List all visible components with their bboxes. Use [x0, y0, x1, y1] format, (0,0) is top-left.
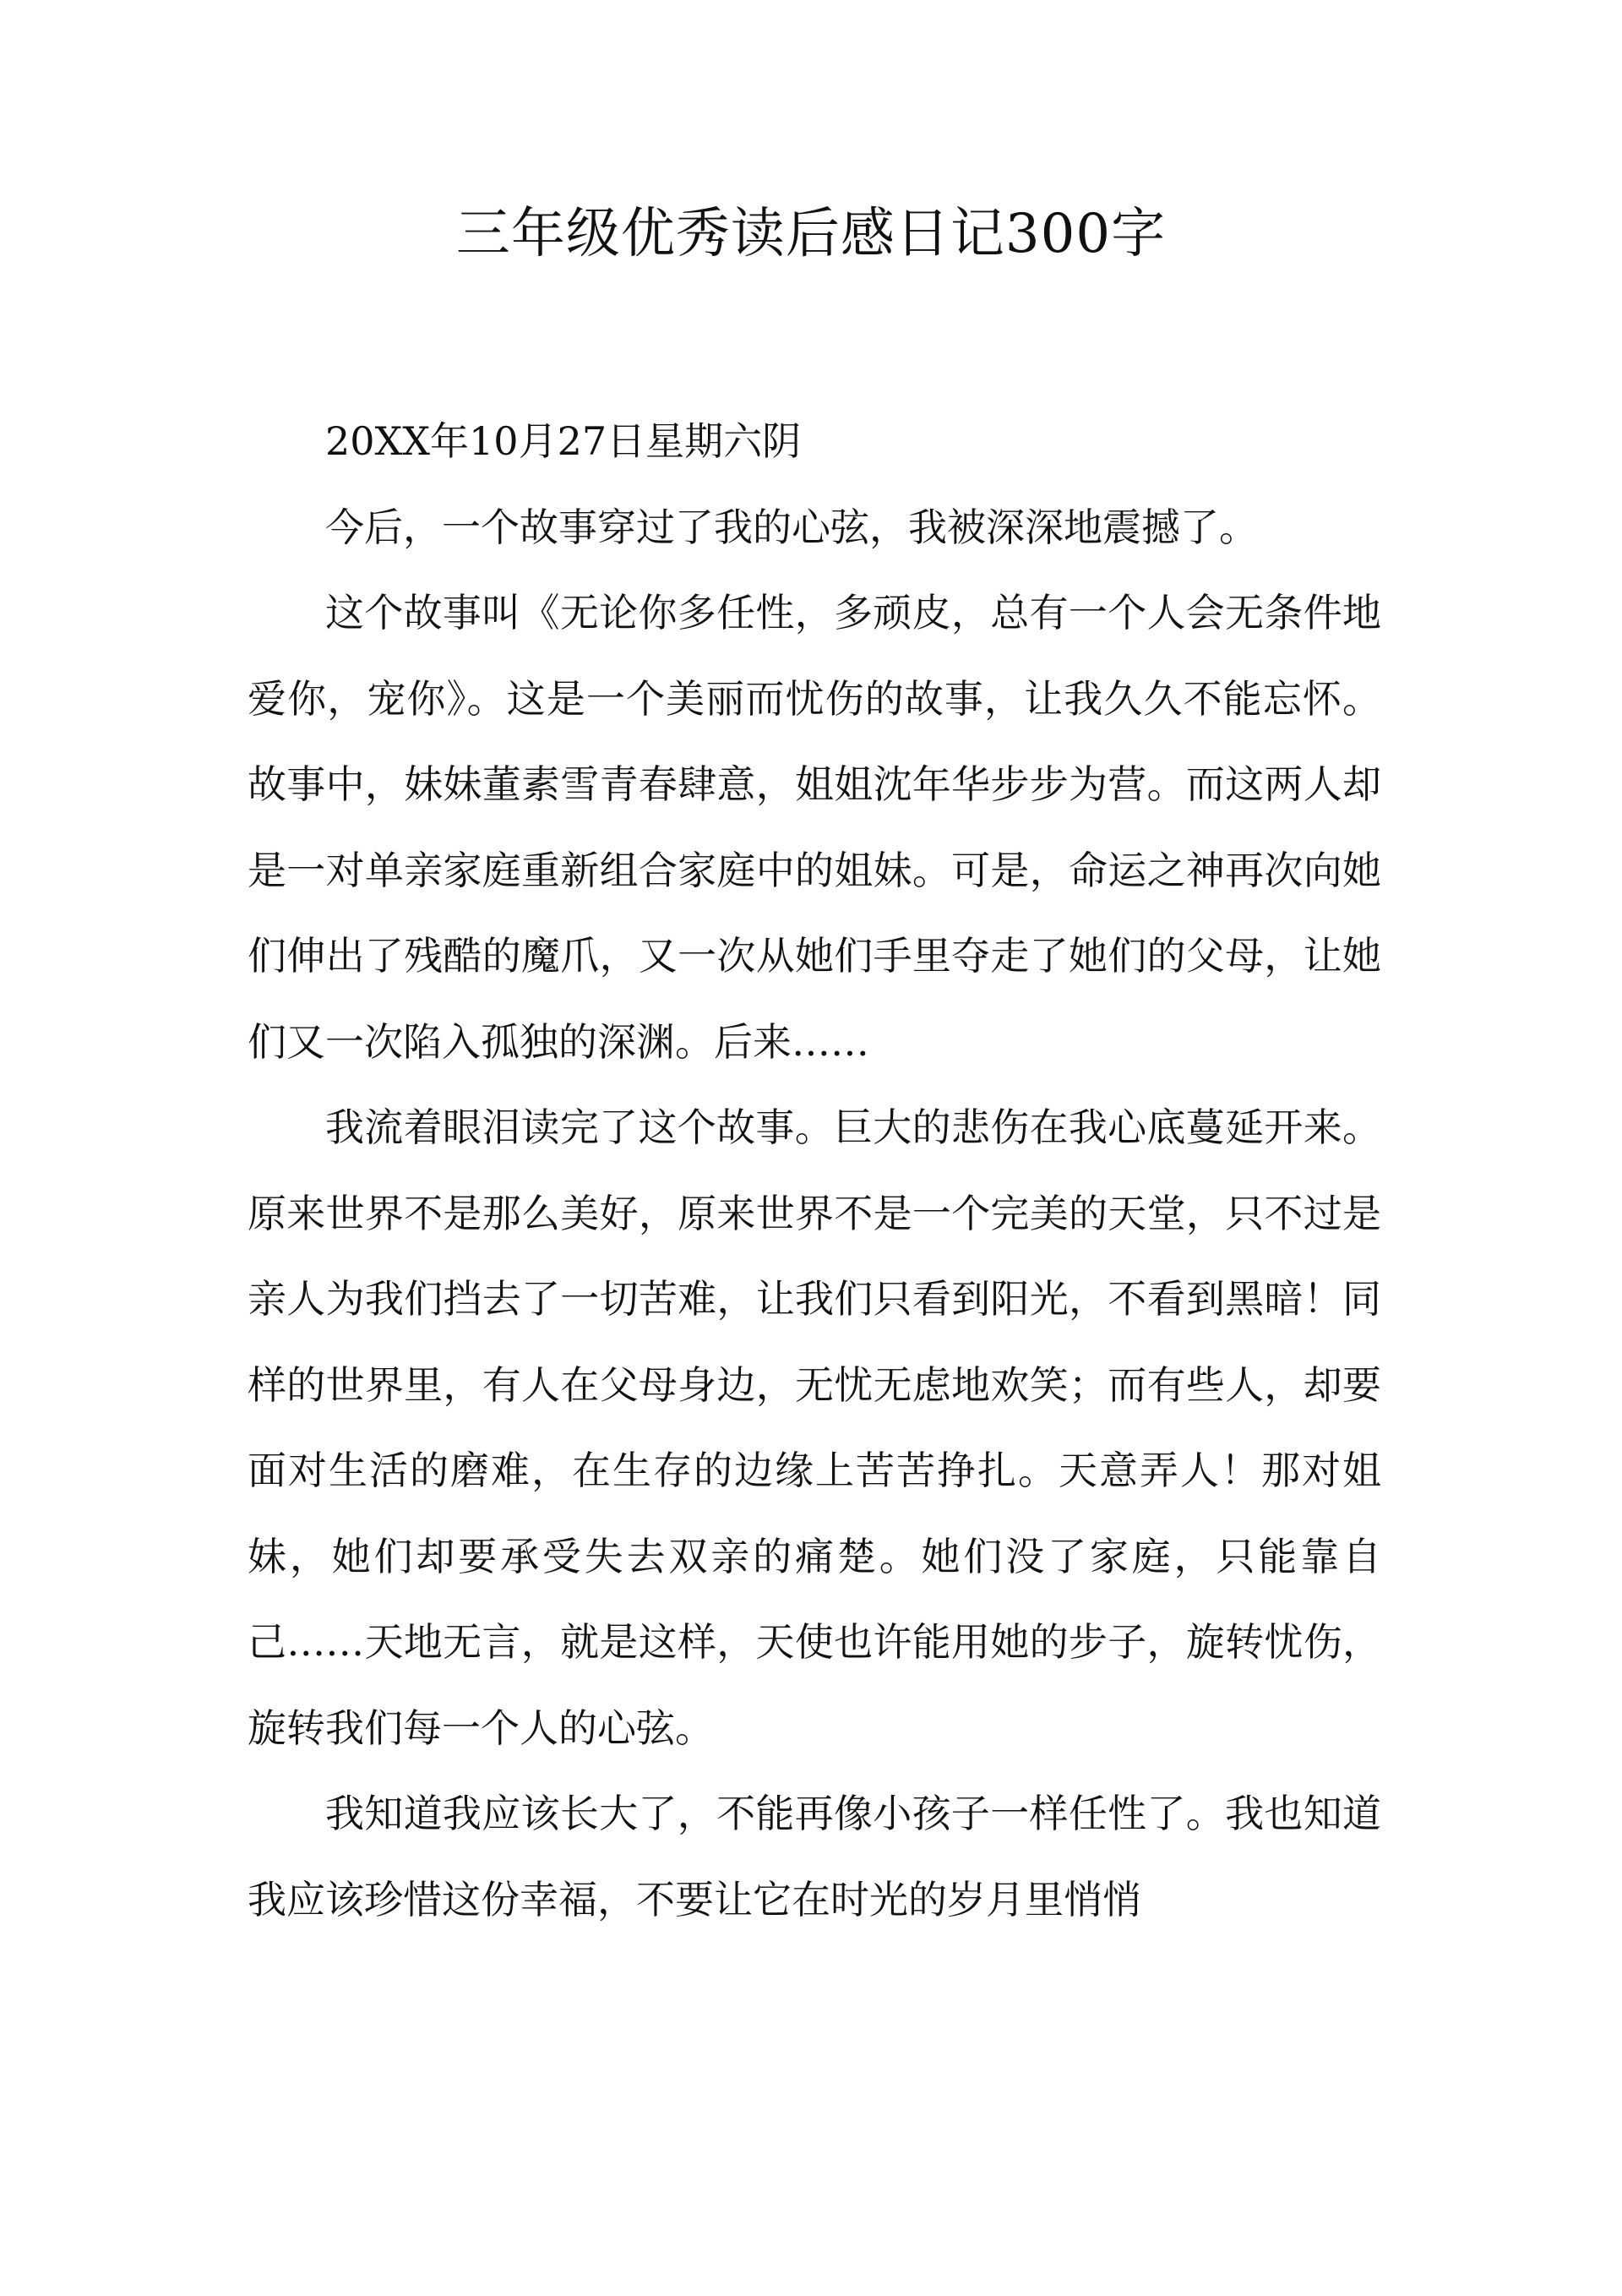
- document-title: 三年级优秀读后感日记300字: [455, 203, 1167, 265]
- paragraph: 我知道我应该长大了，不能再像小孩子一样任性了。我也知道我应该珍惜这份幸福，不要让它在时光的岁月里悄悄: [248, 1791, 1381, 1922]
- paragraph: 我流着眼泪读完了这个故事。巨大的悲伤在我心底蔓延开来。原来世界不是那么美好，原来世界不是一个完美的天堂，只不过是亲人为我们挡去了一切苦难，让我们只看到阳光，不看到黑暗！同样的世界里，有人在父母身边，无忧无虑地欢笑；而有些人，却要面对生活的磨难，在生存的边缘上苦苦挣扎。天意弄人！那对姐妹，她们却要承受失去双亲的痛楚。她们没了家庭，只能靠自己……天地无言，就是这样，天使也许能用她的步子，旋转忧伤，旋转我们每一个人的心弦。: [248, 1104, 1381, 1751]
- diary-date-line: 20XX年10月27日星期六阴: [325, 418, 802, 464]
- paragraph: 这个故事叫《无论你多任性，多顽皮，总有一个人会无条件地爱你，宠你》。这是一个美丽而忧伤的故事，让我久久不能忘怀。故事中，妹妹董素雪青春肆意，姐姐沈年华步步为营。而这两人却是一对单亲家庭重新组合家庭中的姐妹。可是，命运之神再次向她们伸出了残酷的魔爪，又一次从她们手里夺走了她们的父母，让她们又一次陷入孤独的深渊。后来……: [248, 590, 1381, 1065]
- paragraph: 今后，一个故事穿过了我的心弦，我被深深地震撼了。: [325, 504, 1258, 550]
- document-body: [248, 399, 1381, 1943]
